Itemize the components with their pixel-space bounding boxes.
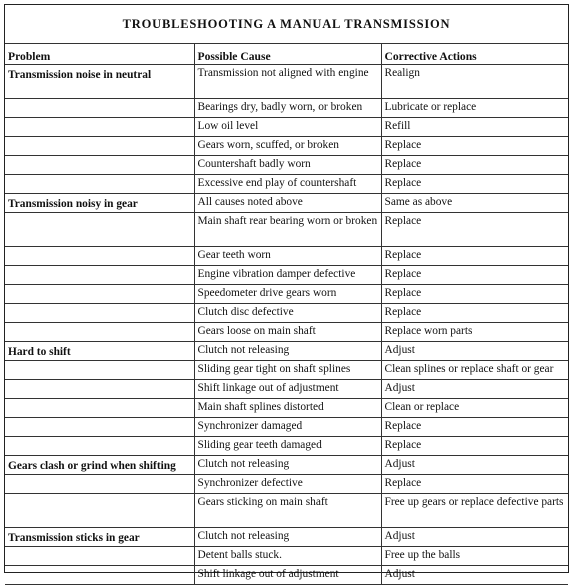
table-row bbox=[5, 247, 568, 266]
table-row bbox=[5, 456, 568, 475]
cause-cell: Countershaft badly worn bbox=[194, 156, 381, 175]
cause-cell: Main shaft rear bearing worn or broken bbox=[194, 213, 381, 247]
table-row bbox=[5, 99, 568, 118]
problem-cell bbox=[5, 361, 194, 380]
action-cell: Replace bbox=[381, 247, 568, 266]
action-cell: Adjust bbox=[381, 528, 568, 547]
problem-cell bbox=[5, 213, 194, 247]
table-row bbox=[5, 547, 568, 566]
cause-cell: Main shaft splines distorted bbox=[194, 399, 381, 418]
problem-cell bbox=[5, 475, 194, 494]
cause-cell: Sliding gear teeth damaged bbox=[194, 437, 381, 456]
table-row bbox=[5, 418, 568, 437]
cause-cell: All causes noted above bbox=[194, 194, 381, 213]
action-cell: Adjust bbox=[381, 566, 568, 585]
cause-cell: Transmission not aligned with engine bbox=[194, 65, 381, 99]
table-row bbox=[5, 494, 568, 528]
cause-cell: Gear teeth worn bbox=[194, 247, 381, 266]
problem-cell bbox=[5, 418, 194, 437]
cause-cell: Gears loose on main shaft bbox=[194, 323, 381, 342]
table-row bbox=[5, 361, 568, 380]
cause-cell: Gears worn, scuffed, or broken bbox=[194, 137, 381, 156]
table-row bbox=[5, 285, 568, 304]
action-cell: Adjust bbox=[381, 456, 568, 475]
problem-cell bbox=[5, 437, 194, 456]
problem-cell bbox=[5, 399, 194, 418]
problem-cell bbox=[5, 304, 194, 323]
cause-cell: Clutch disc defective bbox=[194, 304, 381, 323]
table-row bbox=[5, 137, 568, 156]
action-cell: Replace bbox=[381, 137, 568, 156]
action-cell: Clean or replace bbox=[381, 399, 568, 418]
action-cell: Replace bbox=[381, 285, 568, 304]
problem-cell bbox=[5, 137, 194, 156]
table-row bbox=[5, 380, 568, 399]
table-row bbox=[5, 118, 568, 137]
cause-cell: Engine vibration damper defective bbox=[194, 266, 381, 285]
problem-cell: Transmission noise in neutral bbox=[5, 65, 194, 99]
table-row bbox=[5, 566, 568, 585]
cause-cell: Shift linkage out of adjustment bbox=[194, 566, 381, 585]
problem-cell bbox=[5, 175, 194, 194]
cause-cell: Shift linkage out of adjustment bbox=[194, 380, 381, 399]
cause-cell: Synchronizer defective bbox=[194, 475, 381, 494]
cause-cell: Gears sticking on main shaft bbox=[194, 494, 381, 528]
action-cell: Replace bbox=[381, 437, 568, 456]
column-header-action: Corrective Actions bbox=[381, 44, 568, 65]
table-row bbox=[5, 266, 568, 285]
troubleshooting-table bbox=[5, 43, 568, 585]
column-header-problem: Problem bbox=[5, 44, 194, 65]
cause-cell: Speedometer drive gears worn bbox=[194, 285, 381, 304]
table-row bbox=[5, 528, 568, 547]
action-cell: Adjust bbox=[381, 380, 568, 399]
table-row bbox=[5, 437, 568, 456]
problem-cell: Transmission sticks in gear bbox=[5, 528, 194, 547]
table-row bbox=[5, 156, 568, 175]
cause-cell: Clutch not releasing bbox=[194, 528, 381, 547]
cause-cell: Excessive end play of countershaft bbox=[194, 175, 381, 194]
action-cell: Replace bbox=[381, 213, 568, 247]
table-row bbox=[5, 194, 568, 213]
problem-cell bbox=[5, 247, 194, 266]
action-cell: Replace bbox=[381, 175, 568, 194]
problem-cell: Hard to shift bbox=[5, 342, 194, 361]
action-cell: Replace worn parts bbox=[381, 323, 568, 342]
problem-cell: Transmission noisy in gear bbox=[5, 194, 194, 213]
problem-cell bbox=[5, 566, 194, 585]
action-cell: Refill bbox=[381, 118, 568, 137]
action-cell: Free up the balls bbox=[381, 547, 568, 566]
problem-cell bbox=[5, 380, 194, 399]
action-cell: Replace bbox=[381, 266, 568, 285]
problem-cell bbox=[5, 99, 194, 118]
table-row bbox=[5, 399, 568, 418]
action-cell: Realign bbox=[381, 65, 568, 99]
problem-cell bbox=[5, 118, 194, 137]
action-cell: Clean splines or replace shaft or gear bbox=[381, 361, 568, 380]
problem-cell bbox=[5, 156, 194, 175]
action-cell: Replace bbox=[381, 475, 568, 494]
action-cell: Adjust bbox=[381, 342, 568, 361]
table-row bbox=[5, 323, 568, 342]
action-cell: Lubricate or replace bbox=[381, 99, 568, 118]
problem-cell bbox=[5, 494, 194, 528]
table-row bbox=[5, 304, 568, 323]
action-cell: Replace bbox=[381, 418, 568, 437]
action-cell: Free up gears or replace defective parts bbox=[381, 494, 568, 528]
table-row bbox=[5, 175, 568, 194]
table-row bbox=[5, 342, 568, 361]
problem-cell bbox=[5, 323, 194, 342]
problem-cell bbox=[5, 547, 194, 566]
problem-cell bbox=[5, 266, 194, 285]
cause-cell: Sliding gear tight on shaft splines bbox=[194, 361, 381, 380]
cause-cell: Detent balls stuck. bbox=[194, 547, 381, 566]
cause-cell: Clutch not releasing bbox=[194, 342, 381, 361]
column-header-cause: Possible Cause bbox=[194, 44, 381, 65]
action-cell: Replace bbox=[381, 156, 568, 175]
table-row bbox=[5, 475, 568, 494]
action-cell: Replace bbox=[381, 304, 568, 323]
troubleshooting-table-frame bbox=[4, 4, 569, 580]
table-row bbox=[5, 65, 568, 99]
action-cell: Same as above bbox=[381, 194, 568, 213]
cause-cell: Clutch not releasing bbox=[194, 456, 381, 475]
cause-cell: Low oil level bbox=[194, 118, 381, 137]
cause-cell: Bearings dry, badly worn, or broken bbox=[194, 99, 381, 118]
table-body bbox=[5, 65, 568, 585]
cause-cell: Synchronizer damaged bbox=[194, 418, 381, 437]
table-title: TROUBLESHOOTING A MANUAL TRANSMISSION bbox=[5, 5, 568, 44]
problem-cell: Gears clash or grind when shifting bbox=[5, 456, 194, 475]
table-row bbox=[5, 213, 568, 247]
problem-cell bbox=[5, 285, 194, 304]
header-row bbox=[5, 44, 568, 65]
